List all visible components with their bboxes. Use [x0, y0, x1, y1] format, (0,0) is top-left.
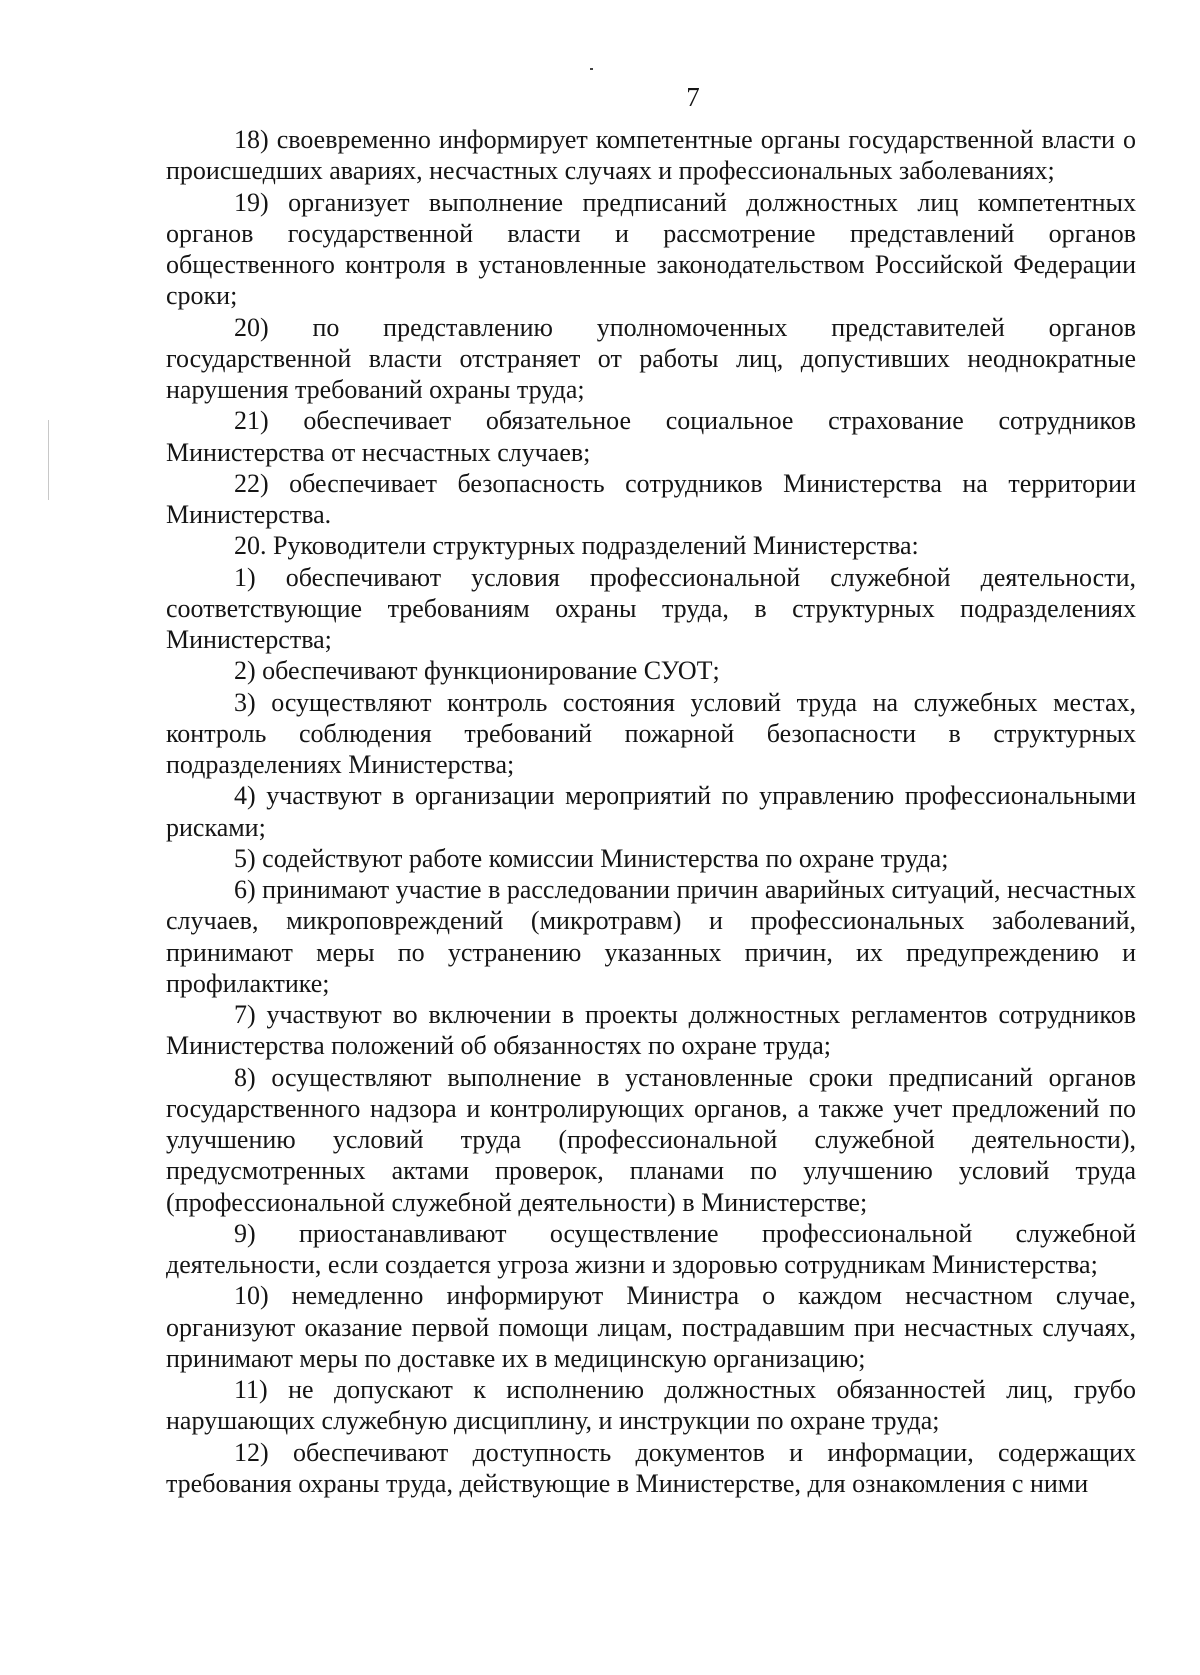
paragraph-item-6: 6) принимают участие в расследовании причин аварийных ситуаций, несчастных случаев, микроповреждений (микротравм) и профессиональных заболеваний, принимают меры по устранению указанных причин, их предупреждению и профилактике;	[166, 875, 1136, 998]
paragraph-item-20: 20) по представлению уполномоченных представителей органов государственной власти отстраняет от работы лиц, допустивших неоднократные нарушения требований охраны труда;	[166, 312, 1136, 404]
scan-margin-mark	[48, 420, 49, 500]
section-20-heading: 20. Руководители структурных подразделений Министерства:	[234, 531, 919, 561]
paragraph-item-9: 9) приостанавливают осуществление профессиональной служебной деятельности, если создается угроза жизни и здоровью сотрудникам Министерства;	[166, 1218, 1136, 1279]
paragraph-item-2: 2) обеспечивают функционирование СУОТ;	[234, 656, 720, 686]
paragraph-item-12: 12) обеспечивают доступность документов и информации, содержащих требования охраны труда, действующие в Министерстве, для ознакомления с ними	[166, 1437, 1136, 1498]
paragraph-item-11: 11) не допускают к исполнению должностных обязанностей лиц, грубо нарушающих служебную дисциплину, и инструкции по охране труда;	[166, 1375, 1136, 1436]
paragraph-item-7: 7) участвуют во включении в проекты должностных регламентов сотрудников Министерства положений об обязанностях по охране труда;	[166, 1000, 1136, 1061]
paragraph-item-21: 21) обеспечивает обязательное социальное страхование сотрудников Министерства от несчастных случаев;	[166, 406, 1136, 467]
paragraph-item-4: 4) участвуют в организации мероприятий по управлению профессиональными рисками;	[166, 781, 1136, 842]
paragraph-item-22: 22) обеспечивает безопасность сотрудников Министерства на территории Министерства.	[166, 468, 1136, 529]
paragraph-item-3: 3) осуществляют контроль состояния условий труда на служебных местах, контроль соблюдения требований пожарной безопасности в структурных подразделениях Министерства;	[166, 687, 1136, 779]
paragraph-item-19: 19) организует выполнение предписаний должностных лиц компетентных органов государственной власти и рассмотрение представлений органов общественного контроля в установленные законодательством Российской Федерации сроки;	[166, 187, 1136, 311]
paragraph-item-1: 1) обеспечивают условия профессиональной служебной деятельности, соответствующие требованиям охраны труда, в структурных подразделениях Министерства;	[166, 562, 1136, 654]
paragraph-item-18: 18) своевременно информирует компетентные органы государственной власти о происшедших авариях, несчастных случаях и профессиональных заболеваниях;	[166, 125, 1136, 186]
paragraph-item-8: 8) осуществляют выполнение в установленные сроки предписаний органов государственного надзора и контролирующих органов, а также учет предложений по улучшению условий труда (профессиональной служебной деятельности), предусмотренных актами проверок, планами по улучшению условий труда (профессиональной служебной деятельности) в Министерстве;	[166, 1062, 1136, 1217]
paragraph-item-10: 10) немедленно информируют Министра о каждом несчастном случае, организуют оказание первой помощи лицам, пострадавшим при несчастных случаях, принимают меры по доставке их в медицинскую организацию;	[166, 1281, 1136, 1373]
document-body	[166, 124, 1136, 1499]
page-number: 7	[686, 82, 700, 112]
paragraph-item-5: 5) содействуют работе комиссии Министерства по охране труда;	[234, 843, 949, 873]
scan-speck	[590, 68, 593, 70]
